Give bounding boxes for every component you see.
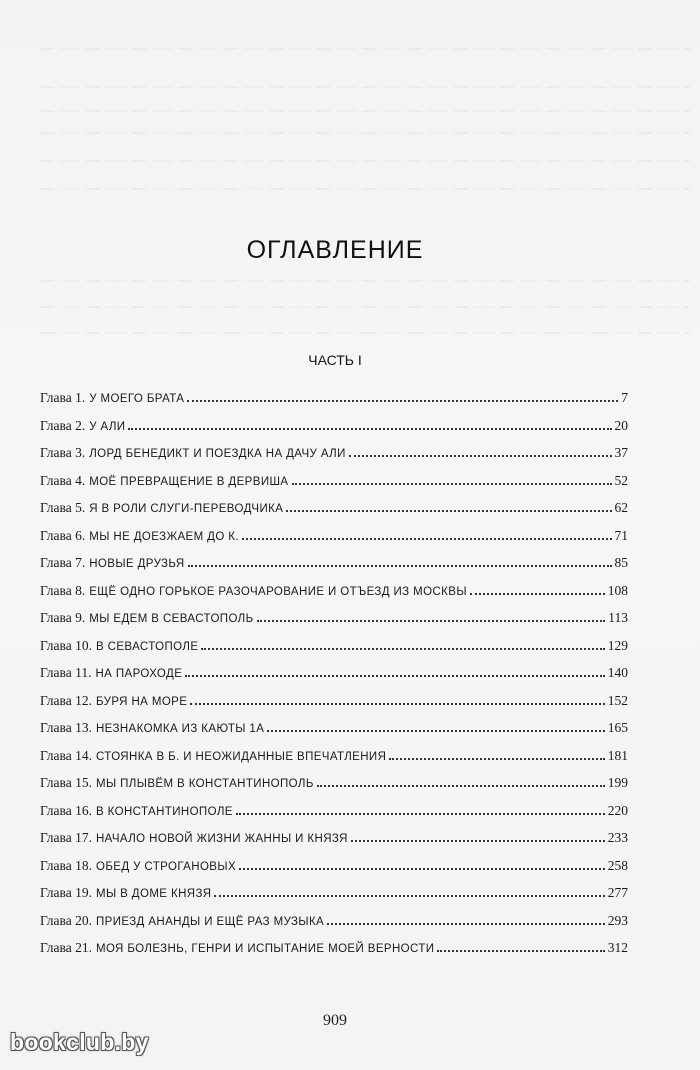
toc-entry (40, 775, 628, 803)
dot-leader (267, 730, 604, 732)
toc-chapter-number: Глава 20. (40, 912, 92, 928)
toc-page-number: 62 (614, 500, 628, 515)
toc-page-number: 7 (621, 390, 628, 405)
show-through-text (40, 86, 690, 88)
toc-chapter-title: МОЯ БОЛЕЗНЬ, ГЕНРИ И ИСПЫТАНИЕ МОЕЙ ВЕРНОСТИ (95, 943, 435, 955)
toc-entry (40, 583, 628, 611)
toc-chapter-number: Глава 1. (40, 390, 86, 405)
toc-chapter-number: Глава 21. (40, 940, 92, 955)
toc-chapter-title: У МОЕГО БРАТА (89, 393, 185, 405)
part-heading: ЧАСТЬ I (308, 352, 362, 368)
toc-chapter-title: НАЧАЛО НОВОЙ ЖИЗНИ ЖАННЫ И КНЯЗЯ (95, 833, 348, 845)
dot-leader (286, 510, 611, 512)
toc-chapter-number: Глава 7. (40, 555, 86, 570)
show-through-text (40, 188, 690, 190)
show-through-text (40, 332, 690, 334)
toc-entry (40, 913, 628, 941)
dot-leader (214, 895, 604, 897)
toc-page-number: 312 (607, 940, 628, 955)
toc-entry (40, 693, 628, 721)
toc-chapter-title: БУРЯ НА МОРЕ (95, 695, 188, 708)
toc-page-number: 20 (614, 417, 628, 433)
toc-chapter-number: Глава 9. (40, 610, 86, 625)
toc-chapter-title: ОБЕД У СТРОГАНОВЫХ (95, 860, 237, 873)
toc-entry (40, 748, 628, 776)
toc-entry (40, 500, 628, 528)
dot-leader (349, 455, 612, 457)
dot-leader (317, 785, 605, 787)
toc-page-number: 165 (607, 720, 628, 735)
toc-chapter-number: Глава 3. (40, 445, 86, 460)
toc-entry (40, 720, 628, 748)
toc-chapter-number: Глава 6. (40, 527, 86, 543)
toc-chapter-number: Глава 4. (40, 472, 86, 488)
page-title: ОГЛАВЛЕНИЕ (246, 236, 424, 264)
toc-entry (40, 528, 628, 556)
dot-leader (190, 703, 604, 705)
toc-chapter-number: Глава 14. (40, 747, 92, 763)
toc-chapter-number: Глава 15. (40, 775, 92, 790)
toc-chapter-title: НОВЫЕ ДРУЗЬЯ (89, 558, 185, 570)
toc-entry (40, 830, 628, 858)
toc-chapter-number: Глава 12. (40, 692, 92, 708)
toc-chapter-title: МОЁ ПРЕВРАЩЕНИЕ В ДЕРВИША (89, 475, 289, 488)
dot-leader (239, 868, 605, 870)
dot-leader (470, 593, 605, 595)
toc-entry (40, 555, 628, 583)
toc-page-number: 199 (607, 775, 628, 790)
dot-leader (257, 620, 606, 622)
toc-page-number: 140 (607, 665, 628, 680)
watermark-logo: bookclub.by (10, 1029, 149, 1055)
show-through-text (40, 160, 690, 162)
dot-leader (242, 538, 612, 540)
page-number: 909 (323, 1012, 347, 1029)
dot-leader (437, 950, 604, 952)
toc-page-number: 277 (607, 885, 628, 900)
toc-chapter-number: Глава 2. (40, 417, 86, 433)
toc-entry (40, 803, 628, 831)
toc-chapter-title: СТОЯНКА В Б. И НЕОЖИДАННЫЕ ВПЕЧАТЛЕНИЯ (95, 750, 387, 763)
show-through-text (40, 110, 690, 112)
toc-chapter-title: МЫ НЕ ДОЕЗЖАЕМ ДО К. (89, 530, 239, 543)
show-through-text (40, 132, 690, 134)
toc-chapter-title: НА ПАРОХОДЕ (95, 668, 183, 680)
toc-chapter-title: В СЕВАСТОПОЛЕ (95, 640, 199, 653)
toc-entry (40, 610, 628, 638)
toc-entry (40, 473, 628, 501)
toc-chapter-number: Глава 8. (40, 582, 86, 598)
toc-page-number: 258 (607, 857, 628, 873)
toc-page-number: 152 (607, 692, 628, 708)
toc-page-number: 108 (607, 582, 628, 598)
toc-chapter-number: Глава 10. (40, 637, 92, 653)
toc-page-number: 52 (614, 472, 628, 488)
show-through-text (40, 48, 690, 50)
toc-chapter-title: ПРИЕЗД АНАНДЫ И ЕЩЁ РАЗ МУЗЫКА (95, 915, 325, 928)
toc-chapter-number: Глава 17. (40, 830, 92, 845)
dot-leader (201, 648, 604, 650)
dot-leader (188, 565, 612, 567)
toc-chapter-title: МЫ ПЛЫВЁМ В КОНСТАНТИНОПОЛЬ (95, 778, 314, 790)
toc-page-number: 85 (614, 555, 628, 570)
toc-entry (40, 940, 628, 968)
dot-leader (128, 428, 611, 430)
toc-entry (40, 665, 628, 693)
toc-page-number: 129 (607, 637, 628, 653)
dot-leader (187, 400, 618, 402)
toc-page-number: 181 (607, 747, 628, 763)
toc-chapter-number: Глава 13. (40, 720, 92, 735)
toc-page-number: 293 (607, 912, 628, 928)
dot-leader (292, 483, 612, 485)
toc-entry (40, 885, 628, 913)
show-through-text (40, 306, 690, 308)
toc-chapter-number: Глава 18. (40, 857, 92, 873)
toc-chapter-title: ЛОРД БЕНЕДИКТ И ПОЕЗДКА НА ДАЧУ АЛИ (89, 448, 346, 460)
toc-chapter-title: В КОНСТАНТИНОПОЛЕ (95, 805, 233, 818)
toc-page-number: 220 (607, 802, 628, 818)
toc-chapter-number: Глава 11. (40, 665, 92, 680)
toc-chapter-title: НЕЗНАКОМКА ИЗ КАЮТЫ 1А (95, 723, 265, 735)
dot-leader (185, 675, 604, 677)
toc-chapter-title: У АЛИ (89, 420, 126, 433)
toc-entry (40, 390, 628, 418)
dot-leader (389, 758, 604, 760)
toc-page-number: 71 (614, 527, 628, 543)
table-of-contents (40, 390, 628, 968)
toc-chapter-number: Глава 16. (40, 802, 92, 818)
toc-chapter-number: Глава 5. (40, 500, 86, 515)
dot-leader (236, 813, 605, 815)
show-through-text (40, 280, 690, 282)
dot-leader (327, 923, 605, 925)
toc-page-number: 233 (607, 830, 628, 845)
toc-chapter-number: Глава 19. (40, 885, 92, 900)
toc-chapter-title: МЫ ЕДЕМ В СЕВАСТОПОЛЬ (89, 613, 254, 625)
toc-chapter-title: ЕЩЁ ОДНО ГОРЬКОЕ РАЗОЧАРОВАНИЕ И ОТЪЕЗД ИЗ МОСКВЫ (89, 585, 467, 598)
toc-page-number: 37 (614, 445, 628, 460)
toc-entry (40, 418, 628, 446)
dot-leader (351, 840, 605, 842)
toc-chapter-title: МЫ В ДОМЕ КНЯЗЯ (95, 888, 212, 900)
toc-entry (40, 638, 628, 666)
toc-entry (40, 858, 628, 886)
toc-chapter-title: Я В РОЛИ СЛУГИ-ПЕРЕВОДЧИКА (89, 503, 284, 515)
toc-entry (40, 445, 628, 473)
toc-page-number: 113 (608, 610, 628, 625)
